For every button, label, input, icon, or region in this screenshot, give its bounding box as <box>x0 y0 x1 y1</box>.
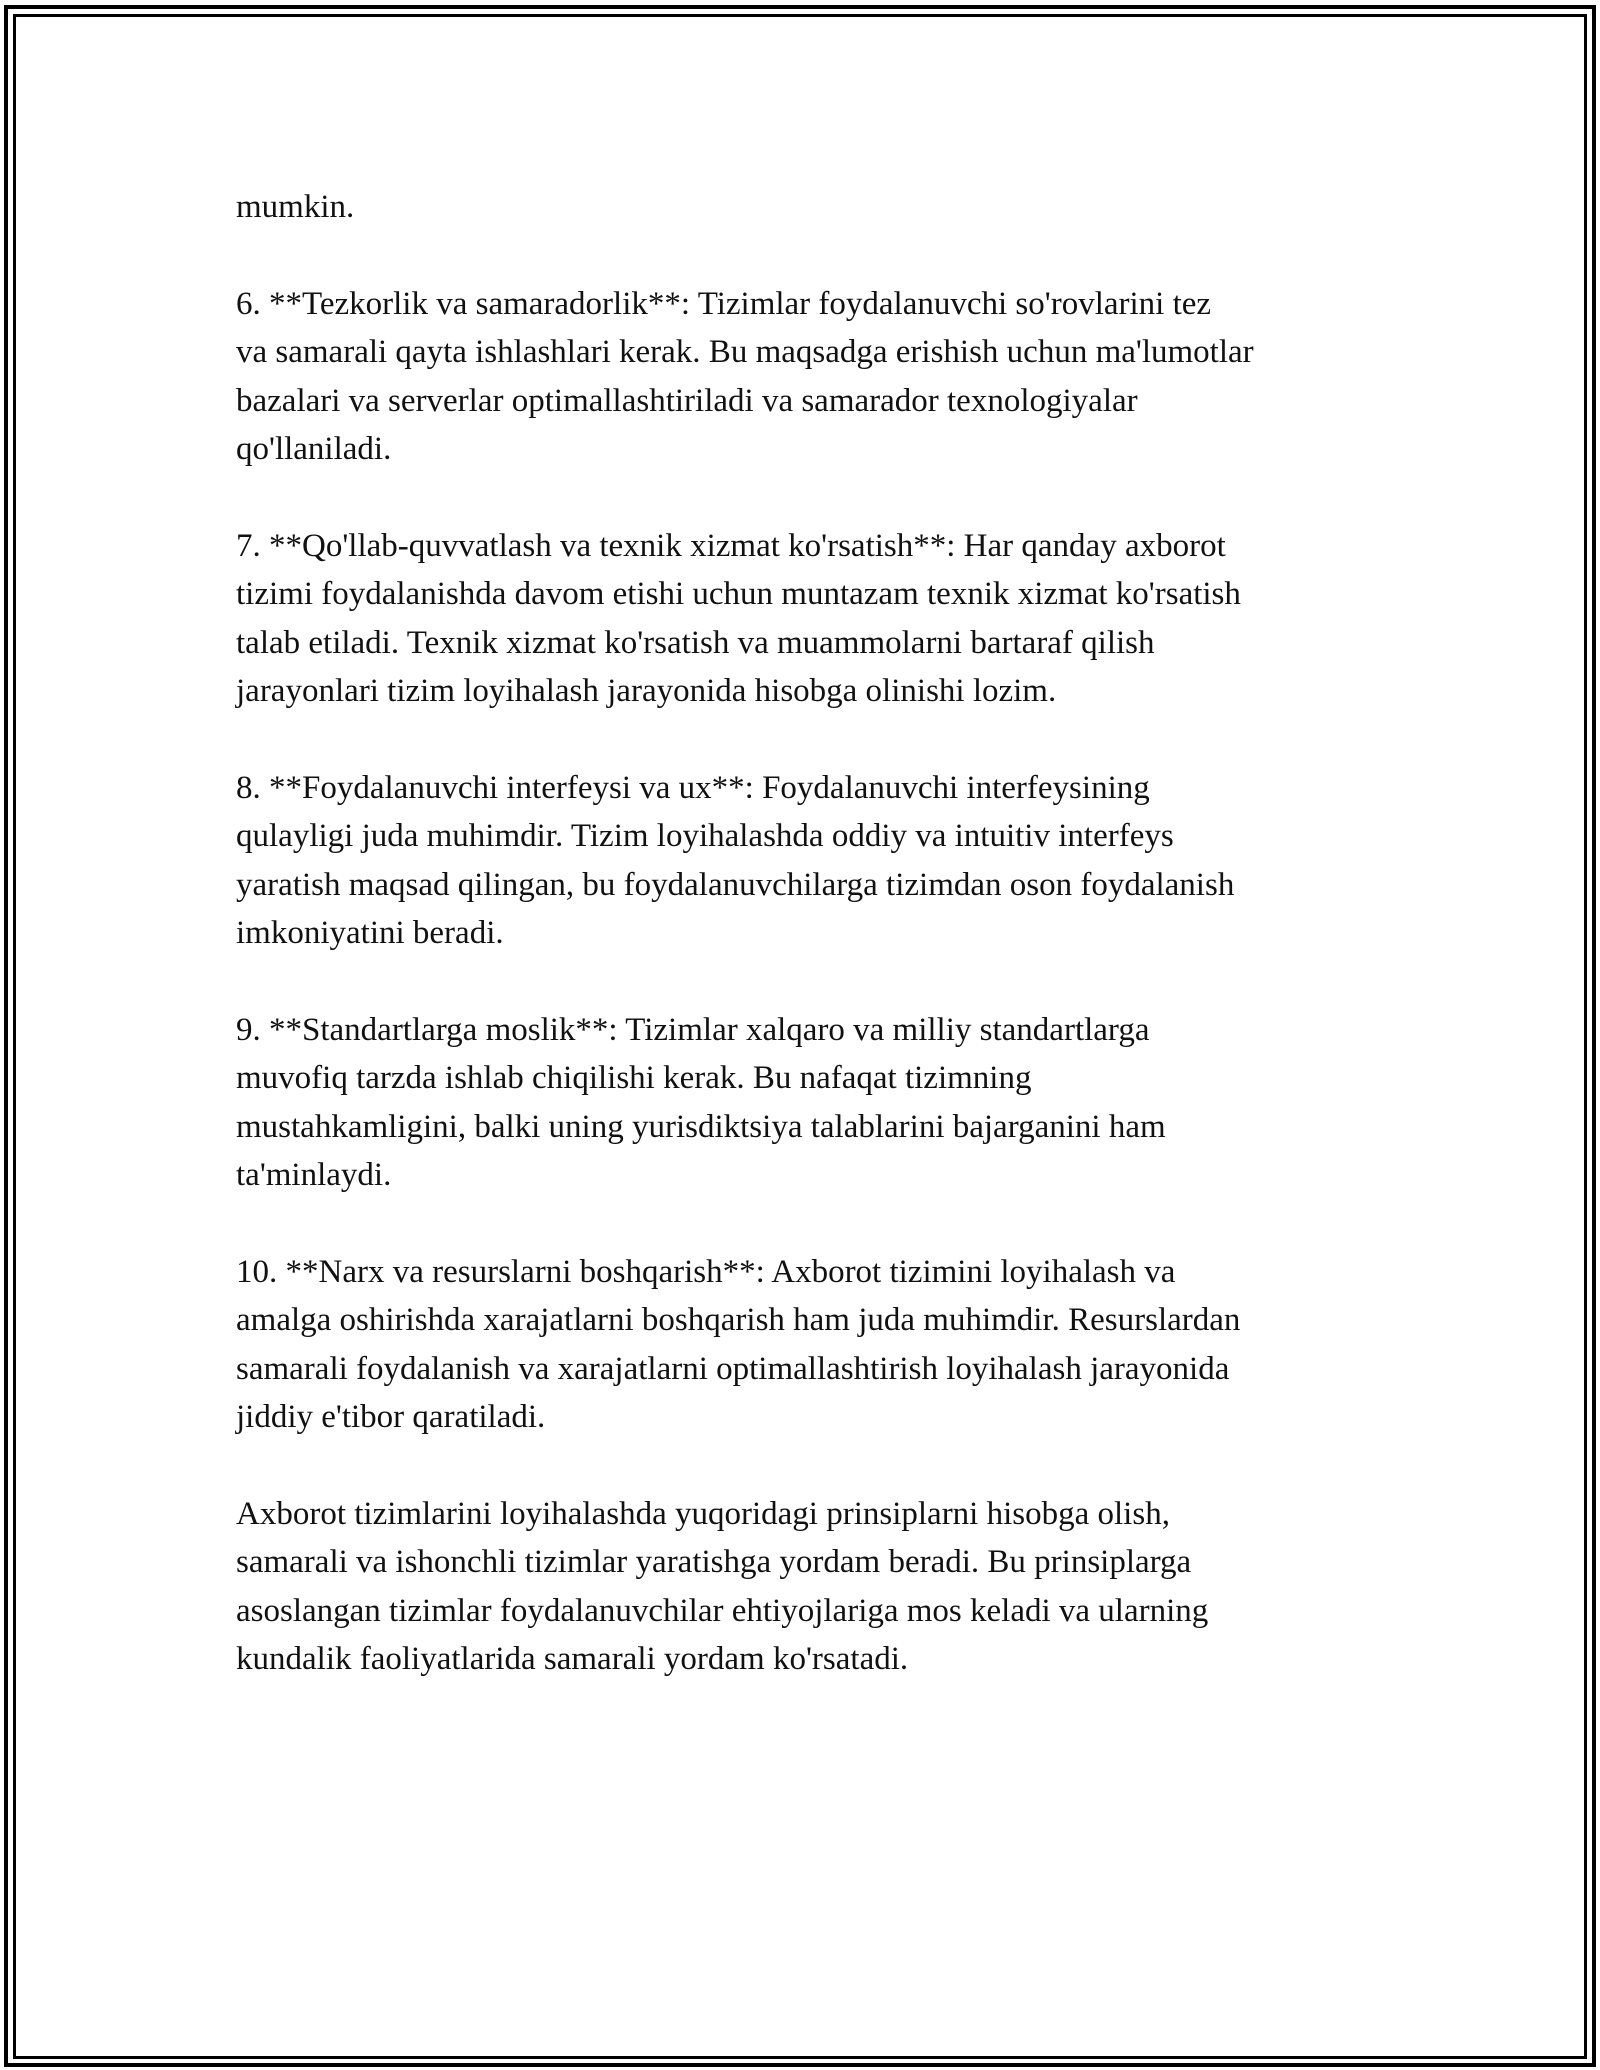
paragraph-conclusion: Axborot tizimlarini loyihalashda yuqoridagi prinsiplarni hisobga olish, samarali va ishonchli tizimlar yaratishga yordam beradi. Bu prinsiplarga asoslangan tizimlar foydalanuvchilar ehtiyojlariga mos keladi va ularning kundalik faoliyatlarida samarali yordam ko'rsatadi. <box>236 1495 1209 1678</box>
paragraph-item-9: 9. **Standartlarga moslik**: Tizimlar xalqaro va milliy standartlarga muvofiq tarzda ishlab chiqilishi kerak. Bu nafaqat tizimning mustahkamligini, balki uning yurisdiktsiya talablarini bajarganini ham ta'minlaydi. <box>236 1011 1166 1194</box>
paragraph-item-7: 7. **Qo'llab-quvvatlash va texnik xizmat ko'rsatish**: Har qanday axborot tizimi foydalanishda davom etishi uchun muntazam texnik xizmat ko'rsatish talab etiladi. Texnik xizmat ko'rsatish va muammolarni bartaraf qilish jarayonlari tizim loyihalash jarayonida hisobga olinishi lozim. <box>236 527 1241 710</box>
paragraph-item-8: 8. **Foydalanuvchi interfeysi va ux**: Foydalanuvchi interfeysining qulayligi juda muhimdir. Tizim loyihalashda oddiy va intuitiv interfeys yaratish maqsad qilingan, bu foydalanuvchilarga tizimdan oson foydalanish imkoniyatini beradi. <box>236 769 1235 952</box>
paragraph-item-6: 6. **Tezkorlik va samaradorlik**: Tizimlar foydalanuvchi so'rovlarini tez va samarali qayta ishlashlari kerak. Bu maqsadga erishish uchun ma'lumotlar bazalari va serverlar optimallashtiriladi va samarador texnologiyalar qo'llaniladi. <box>236 285 1254 468</box>
paragraph-item-10: 10. **Narx va resurslarni boshqarish**: Axborot tizimini loyihalash va amalga oshirishda xarajatlarni boshqarish ham juda muhimdir. Resurslardan samarali foydalanish va xarajatlarni optimallashtirish loyihalash jarayonida jiddiy e'tibor qaratiladi. <box>236 1253 1241 1436</box>
document-body <box>236 183 1376 1732</box>
paragraph-continuation: mumkin. <box>236 189 355 225</box>
